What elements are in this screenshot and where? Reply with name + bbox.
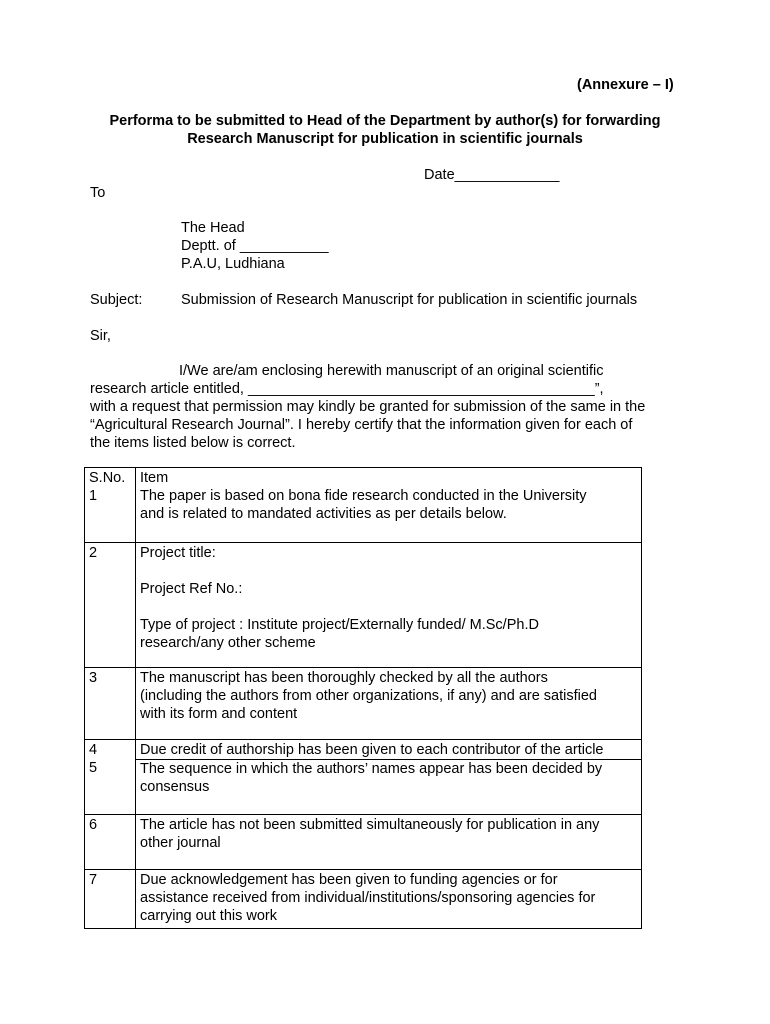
- subject-label: Subject:: [90, 292, 143, 308]
- item-line: Due credit of authorship has been given to each contributor of the article: [140, 741, 604, 758]
- form-heading-line-1: Performa to be submitted to Head of the Department by author(s) for forwarding: [109, 113, 661, 129]
- item-line: assistance received from individual/institutions/sponsoring agencies for: [140, 889, 596, 906]
- body-line: research article entitled, ___________________________________________”,: [90, 381, 604, 397]
- date-field: Date_____________: [424, 167, 560, 183]
- item-line: The article has not been submitted simultaneously for publication in any: [140, 816, 600, 833]
- to-label: To: [90, 185, 106, 201]
- item-line: Type of project : Institute project/Externally funded/ M.Sc/Ph.D: [140, 616, 539, 633]
- sno-header: S.No.: [85, 468, 136, 488]
- row-sno: 7: [85, 869, 136, 928]
- table-row: [85, 487, 642, 542]
- row-item: [136, 814, 642, 869]
- table-row: [85, 759, 642, 814]
- salutation: Sir,: [90, 328, 111, 344]
- item-line: Due acknowledgement has been given to funding agencies or for: [140, 871, 558, 888]
- subject-text: Submission of Research Manuscript for publication in scientific journals: [181, 292, 638, 308]
- row-item: [136, 542, 642, 667]
- row-sno: 1: [85, 487, 136, 542]
- item-line: The paper is based on bona fide research conducted in the University: [140, 488, 587, 504]
- row-item: [136, 869, 642, 928]
- body-line: I/We are/am enclosing herewith manuscript of an original scientific: [179, 363, 604, 379]
- table-row: [85, 814, 642, 869]
- item-line: The sequence in which the authors’ names appear has been decided by: [140, 760, 603, 777]
- row-item: [136, 759, 642, 814]
- address-line-2: Deptt. of ___________: [181, 238, 329, 254]
- annexure-label: (Annexure – I): [577, 77, 674, 93]
- table-row: [85, 542, 642, 667]
- item-line: Project Ref No.:: [140, 580, 243, 597]
- row-sno: 2: [85, 542, 136, 667]
- body-line: “Agricultural Research Journal”. I hereby certify that the information given for each of: [90, 417, 633, 433]
- row-sno: 5: [85, 759, 136, 814]
- row-item: [136, 739, 642, 759]
- address-line-1: The Head: [181, 220, 245, 236]
- item-line: with its form and content: [140, 705, 298, 722]
- item-line: research/any other scheme: [140, 634, 316, 651]
- item-line: and is related to mandated activities as per details below.: [140, 506, 507, 522]
- row-sno: 6: [85, 814, 136, 869]
- body-line: with a request that permission may kindly be granted for submission of the same in the: [90, 399, 646, 415]
- row-sno: 4: [85, 739, 136, 759]
- body-line: the items listed below is correct.: [90, 435, 296, 451]
- table-row: [85, 869, 642, 928]
- item-line: (including the authors from other organizations, if any) and are satisfied: [140, 687, 597, 704]
- item-header: Item: [136, 468, 642, 488]
- certification-table: [84, 467, 642, 929]
- form-heading-line-2: Research Manuscript for publication in scientific journals: [187, 131, 583, 147]
- item-line: Project title:: [140, 544, 216, 561]
- item-line: consensus: [140, 778, 210, 795]
- row-sno: 3: [85, 667, 136, 739]
- item-line: The manuscript has been thoroughly checked by all the authors: [140, 669, 548, 686]
- row-item: [136, 487, 642, 542]
- table-row: [85, 468, 642, 488]
- table-row: [85, 667, 642, 739]
- item-line: other journal: [140, 834, 221, 851]
- address-line-3: P.A.U, Ludhiana: [181, 256, 285, 272]
- table-row: [85, 739, 642, 759]
- item-line: carrying out this work: [140, 907, 277, 924]
- row-item: [136, 667, 642, 739]
